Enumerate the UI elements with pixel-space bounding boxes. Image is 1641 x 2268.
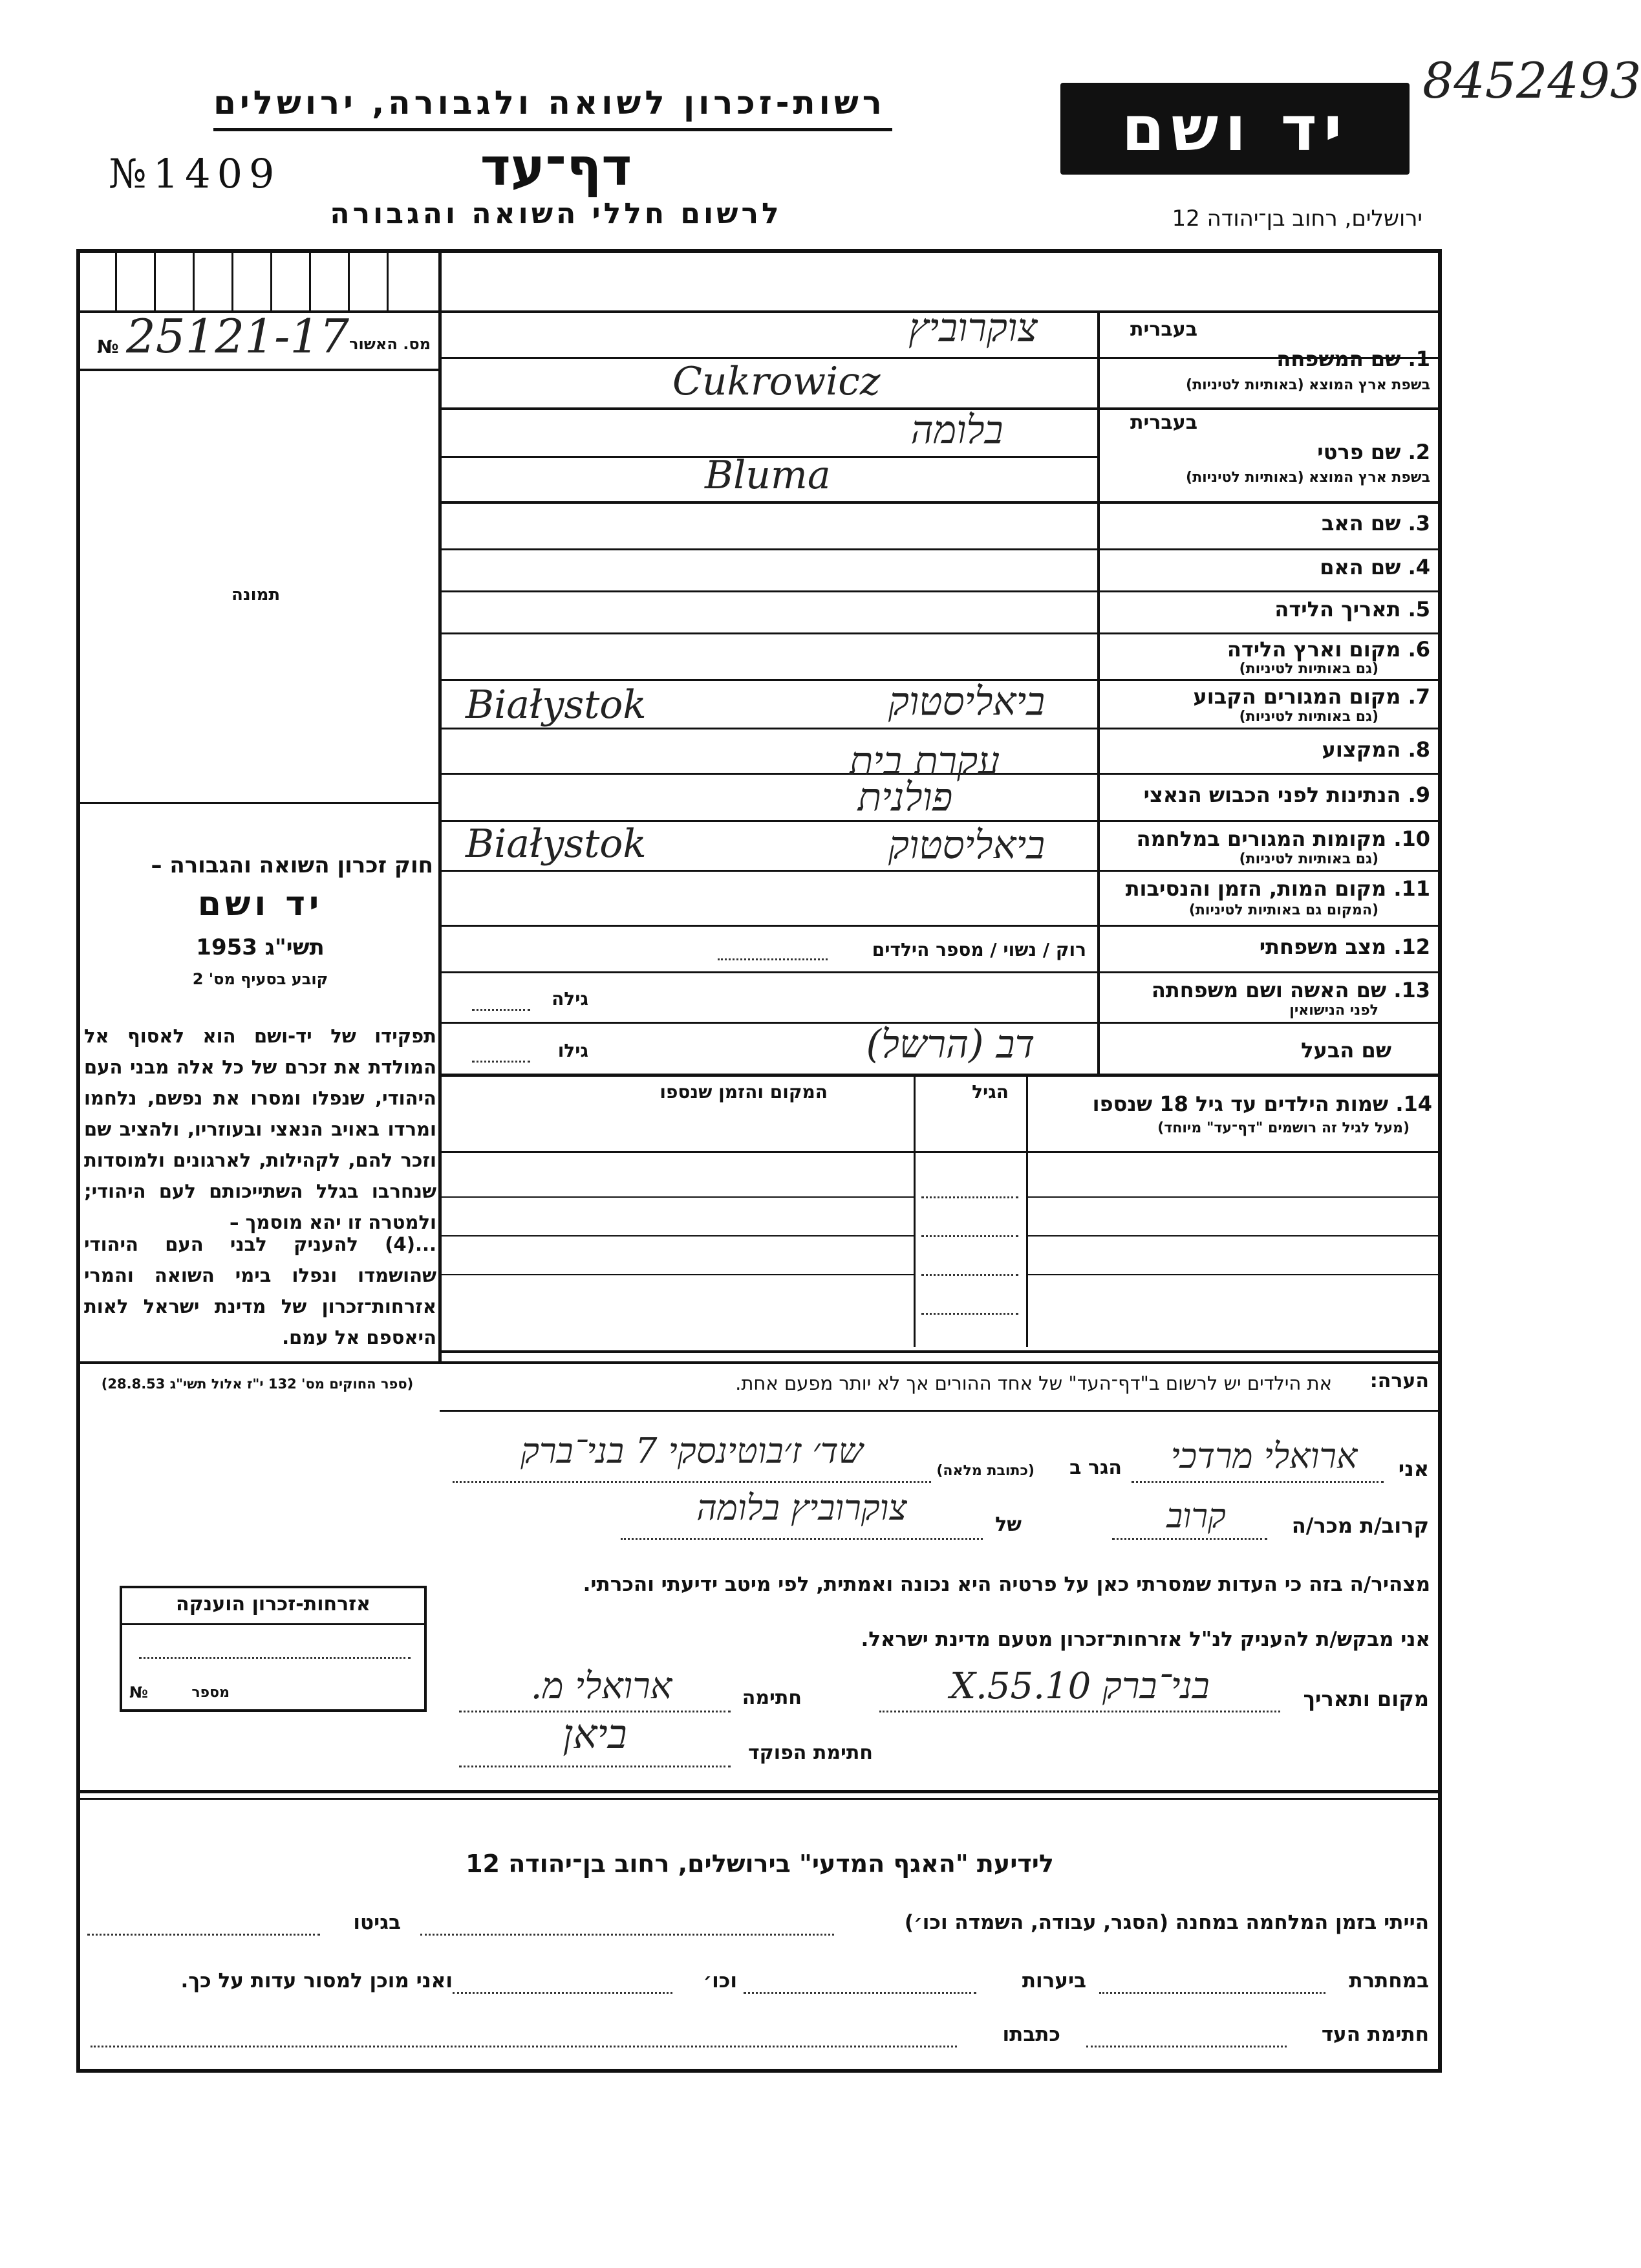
field-1-note: בשפת ארץ המוצא (באותיות לטיניות) — [1186, 377, 1430, 393]
bottom-line2-d: ואני מוכן למסור עדות על כך. — [180, 1969, 453, 1993]
field-11-label: 11. מקום המות, הזמן והנסיבות — [1125, 876, 1430, 901]
field-10-label: 10. מקומות המגורים במלחמה — [1136, 826, 1430, 851]
field-13-label: 13. שם האשה ושם משפחתה — [1151, 978, 1430, 1002]
authority-title: רשות-זכרון לשואה ולגבורה, ירושלים — [213, 84, 886, 122]
law-clause: קובע בסעיף מס' 2 — [192, 970, 328, 988]
signature-value: ארואלי מ. — [530, 1665, 672, 1707]
field-2-hebrew-tag: בעברית — [1130, 411, 1197, 434]
field-11-note: (המקום גם באותיות לטיניות) — [1188, 902, 1378, 918]
place-date-label: מקום ותאריך — [1303, 1687, 1429, 1711]
field-2-value-latin: Bluma — [705, 453, 831, 498]
declaration-resides-label: הגר ב — [1069, 1456, 1122, 1479]
place-date-value: בני־ברק 10.X.55 — [950, 1665, 1210, 1707]
field-5-label: 5. תאריך הלידה — [1274, 597, 1430, 621]
officer-value: ביאן — [563, 1711, 627, 1758]
husband-label: שם הבעל — [1301, 1038, 1391, 1063]
law-title: חוק זכרון השואה והגבורה – — [151, 852, 433, 878]
remark-label: הערה: — [1369, 1370, 1429, 1392]
photo-label: תמונה — [231, 585, 281, 605]
husband-value: דב (הרשל) — [866, 1022, 1035, 1067]
field-13-note: לפני הנישואין — [1289, 1002, 1378, 1019]
children-col-age: הגיל — [972, 1081, 1009, 1103]
field-13-age-label: גילה — [552, 988, 588, 1010]
bottom-line1-b: בגיטו — [353, 1911, 401, 1934]
field-1-label: 1. שם המשפחה — [1276, 347, 1430, 371]
approval-prefix: № — [97, 336, 119, 358]
field-1-hebrew-tag: בעברית — [1130, 318, 1197, 341]
declaration-request: אני מבקש/ת להעניק לנ"ל אזרחות־זכרון מטעם מדינת ישראל. — [861, 1628, 1430, 1651]
bottom-line2-a: במחתרת — [1349, 1969, 1429, 1993]
field-9-value: פולנית — [857, 775, 953, 820]
bottom-title: לידיעת "האגף המדעי" בירושלים, רחוב בן־יהודה 12 — [466, 1850, 1054, 1878]
field-7-value-hebrew: ביאליסטוק — [888, 679, 1046, 724]
law-reference: (ספר החוקים מס' 132 י"ז אלול תשי"ג 28.8.53) — [101, 1376, 414, 1392]
field-7-value-latin: Białystok — [466, 682, 647, 728]
law-name: יד ושם — [197, 885, 323, 923]
bottom-line3-a: חתימת העד — [1321, 2023, 1429, 2046]
declaration-i-label: אני — [1398, 1456, 1429, 1481]
officer-label: חתימת הפוקד — [748, 1742, 873, 1764]
address: ירושלים, רחוב בן־יהודה 12 — [1172, 206, 1422, 232]
field-12-extra: רוק / נשוי / מספר הילדים — [872, 939, 1086, 960]
bottom-line1-a: הייתי בזמן המלחמה במחנה (הסגר, עבודה, השמדה וכו׳) — [904, 1911, 1429, 1934]
declaration-i-value: ארואלי מרדכי — [1170, 1436, 1358, 1476]
field-10-value-latin: Białystok — [466, 821, 647, 867]
field-8-label: 8. המקצוע — [1322, 737, 1430, 762]
signature-label: חתימה — [742, 1687, 802, 1709]
field-7-note: (גם באותיות לטיניות) — [1239, 709, 1378, 725]
authority-underline — [213, 128, 892, 131]
yad-vashem-logo — [1060, 83, 1410, 175]
field-6-note: (גם באותיות לטיניות) — [1239, 661, 1378, 677]
law-text-1: תפקידו של יד-ושם הוא לאסוף אל המו‏לדת את זכרם של כל אלה מבני העם היהודי, שנפלו ומסרו את נפשם, נלחמו ומרדו באויב הנאצי ובעוזריו, ולהציב שם וזכר להם, לקהילות, לארגונים ולמוסדות שנחרבו בגלל השתייכותם לעם היהודי; ולמטרה זו יהא מוסמך – — [84, 1025, 436, 1233]
citizenship-number-label: מספר — [191, 1685, 230, 1701]
children-label: 14. שמות הילדים עד גיל 18 שנספו — [1092, 1092, 1432, 1116]
remark-text: את הילדים יש לרשום ב"דף־העד" של אחד ההורים אך לא יותר מפעם אחת. — [735, 1372, 1332, 1394]
field-7-label: 7. מקום המגורים הקבוע — [1193, 684, 1430, 709]
field-4-label: 4. שם האם — [1320, 555, 1430, 579]
declaration-relative-value: קרוב — [1166, 1497, 1226, 1536]
field-1-value-hebrew: צוקרוביץ — [908, 305, 1038, 351]
field-6-label: 6. מקום וארץ הלידה — [1227, 637, 1430, 662]
declaration-relative-label: קרוב/ת מכר/ה — [1291, 1513, 1429, 1538]
field-9-label: 9. הנתינות לפני הכבוש הנאצי — [1143, 783, 1430, 807]
declaration-resides-note: (כתובת מלאה) — [936, 1463, 1035, 1479]
field-10-value-hebrew: ביאליסטוק — [888, 823, 1046, 868]
approval-number: 25121-17 — [126, 309, 349, 363]
children-note: (מעל לגיל זה רושמים "דף־עד" מיוחד) — [1157, 1120, 1410, 1136]
form-subtitle: לרשום חללי השואה והגבורה — [330, 197, 782, 230]
husband-age-label: גילו — [557, 1040, 588, 1061]
field-2-note: בשפת ארץ המוצא (באותיות לטיניות) — [1186, 470, 1430, 486]
approval-label: מס. האשור — [349, 335, 431, 353]
logo-text: יד ושם — [1121, 92, 1349, 165]
field-3-label: 3. שם האב — [1321, 511, 1430, 535]
field-10-note: (גם באותיות לטיניות) — [1239, 851, 1378, 867]
citizenship-number-prefix: № — [129, 1683, 148, 1701]
law-text-2: ...(4) להעניק לבני העם היהודי שהושמדו ונפלו בימי השואה והמרי אזרחות־זכרון של מדינת ישראל לאות היאספם אל עמם. — [84, 1233, 436, 1348]
declaration-of-value: צוקרוביץ בלומה — [696, 1487, 907, 1528]
declaration-of-label: של — [995, 1513, 1022, 1536]
form-number: №1409 — [109, 150, 281, 197]
form-title: דף־עד — [480, 137, 632, 197]
bottom-line2-c: וכו׳ — [703, 1969, 737, 1993]
law-year: תשי"ג 1953 — [196, 934, 325, 960]
bottom-line2-b: ביערות — [1022, 1969, 1086, 1993]
field-2-label: 2. שם פרטי — [1317, 440, 1430, 464]
declaration-resides-value: שד׳ ז׳בוטינסקי 7 בני־ברק — [520, 1431, 863, 1471]
bottom-line3-b: כתבתו — [1002, 2023, 1060, 2046]
citizenship-title: אזרחות-זכרון הוענקה — [175, 1593, 371, 1615]
field-8-value: עקרת בית — [849, 739, 1000, 784]
declaration-statement: מצהיר/ה בזה כי העדות שמסרתי כאן על פרטיה היא נכונה ואמתית, לפי מיטב ידיעתי והכרתי. — [583, 1573, 1430, 1596]
field-1-value-latin: Cukrowicz — [672, 359, 881, 404]
archive-number: 8452493 — [1422, 52, 1641, 109]
children-col-place: המקום והזמן שנספו — [660, 1081, 828, 1103]
field-2-value-hebrew: בלומה — [910, 407, 1003, 453]
field-12-label: 12. מצב משפחתי — [1259, 934, 1430, 959]
